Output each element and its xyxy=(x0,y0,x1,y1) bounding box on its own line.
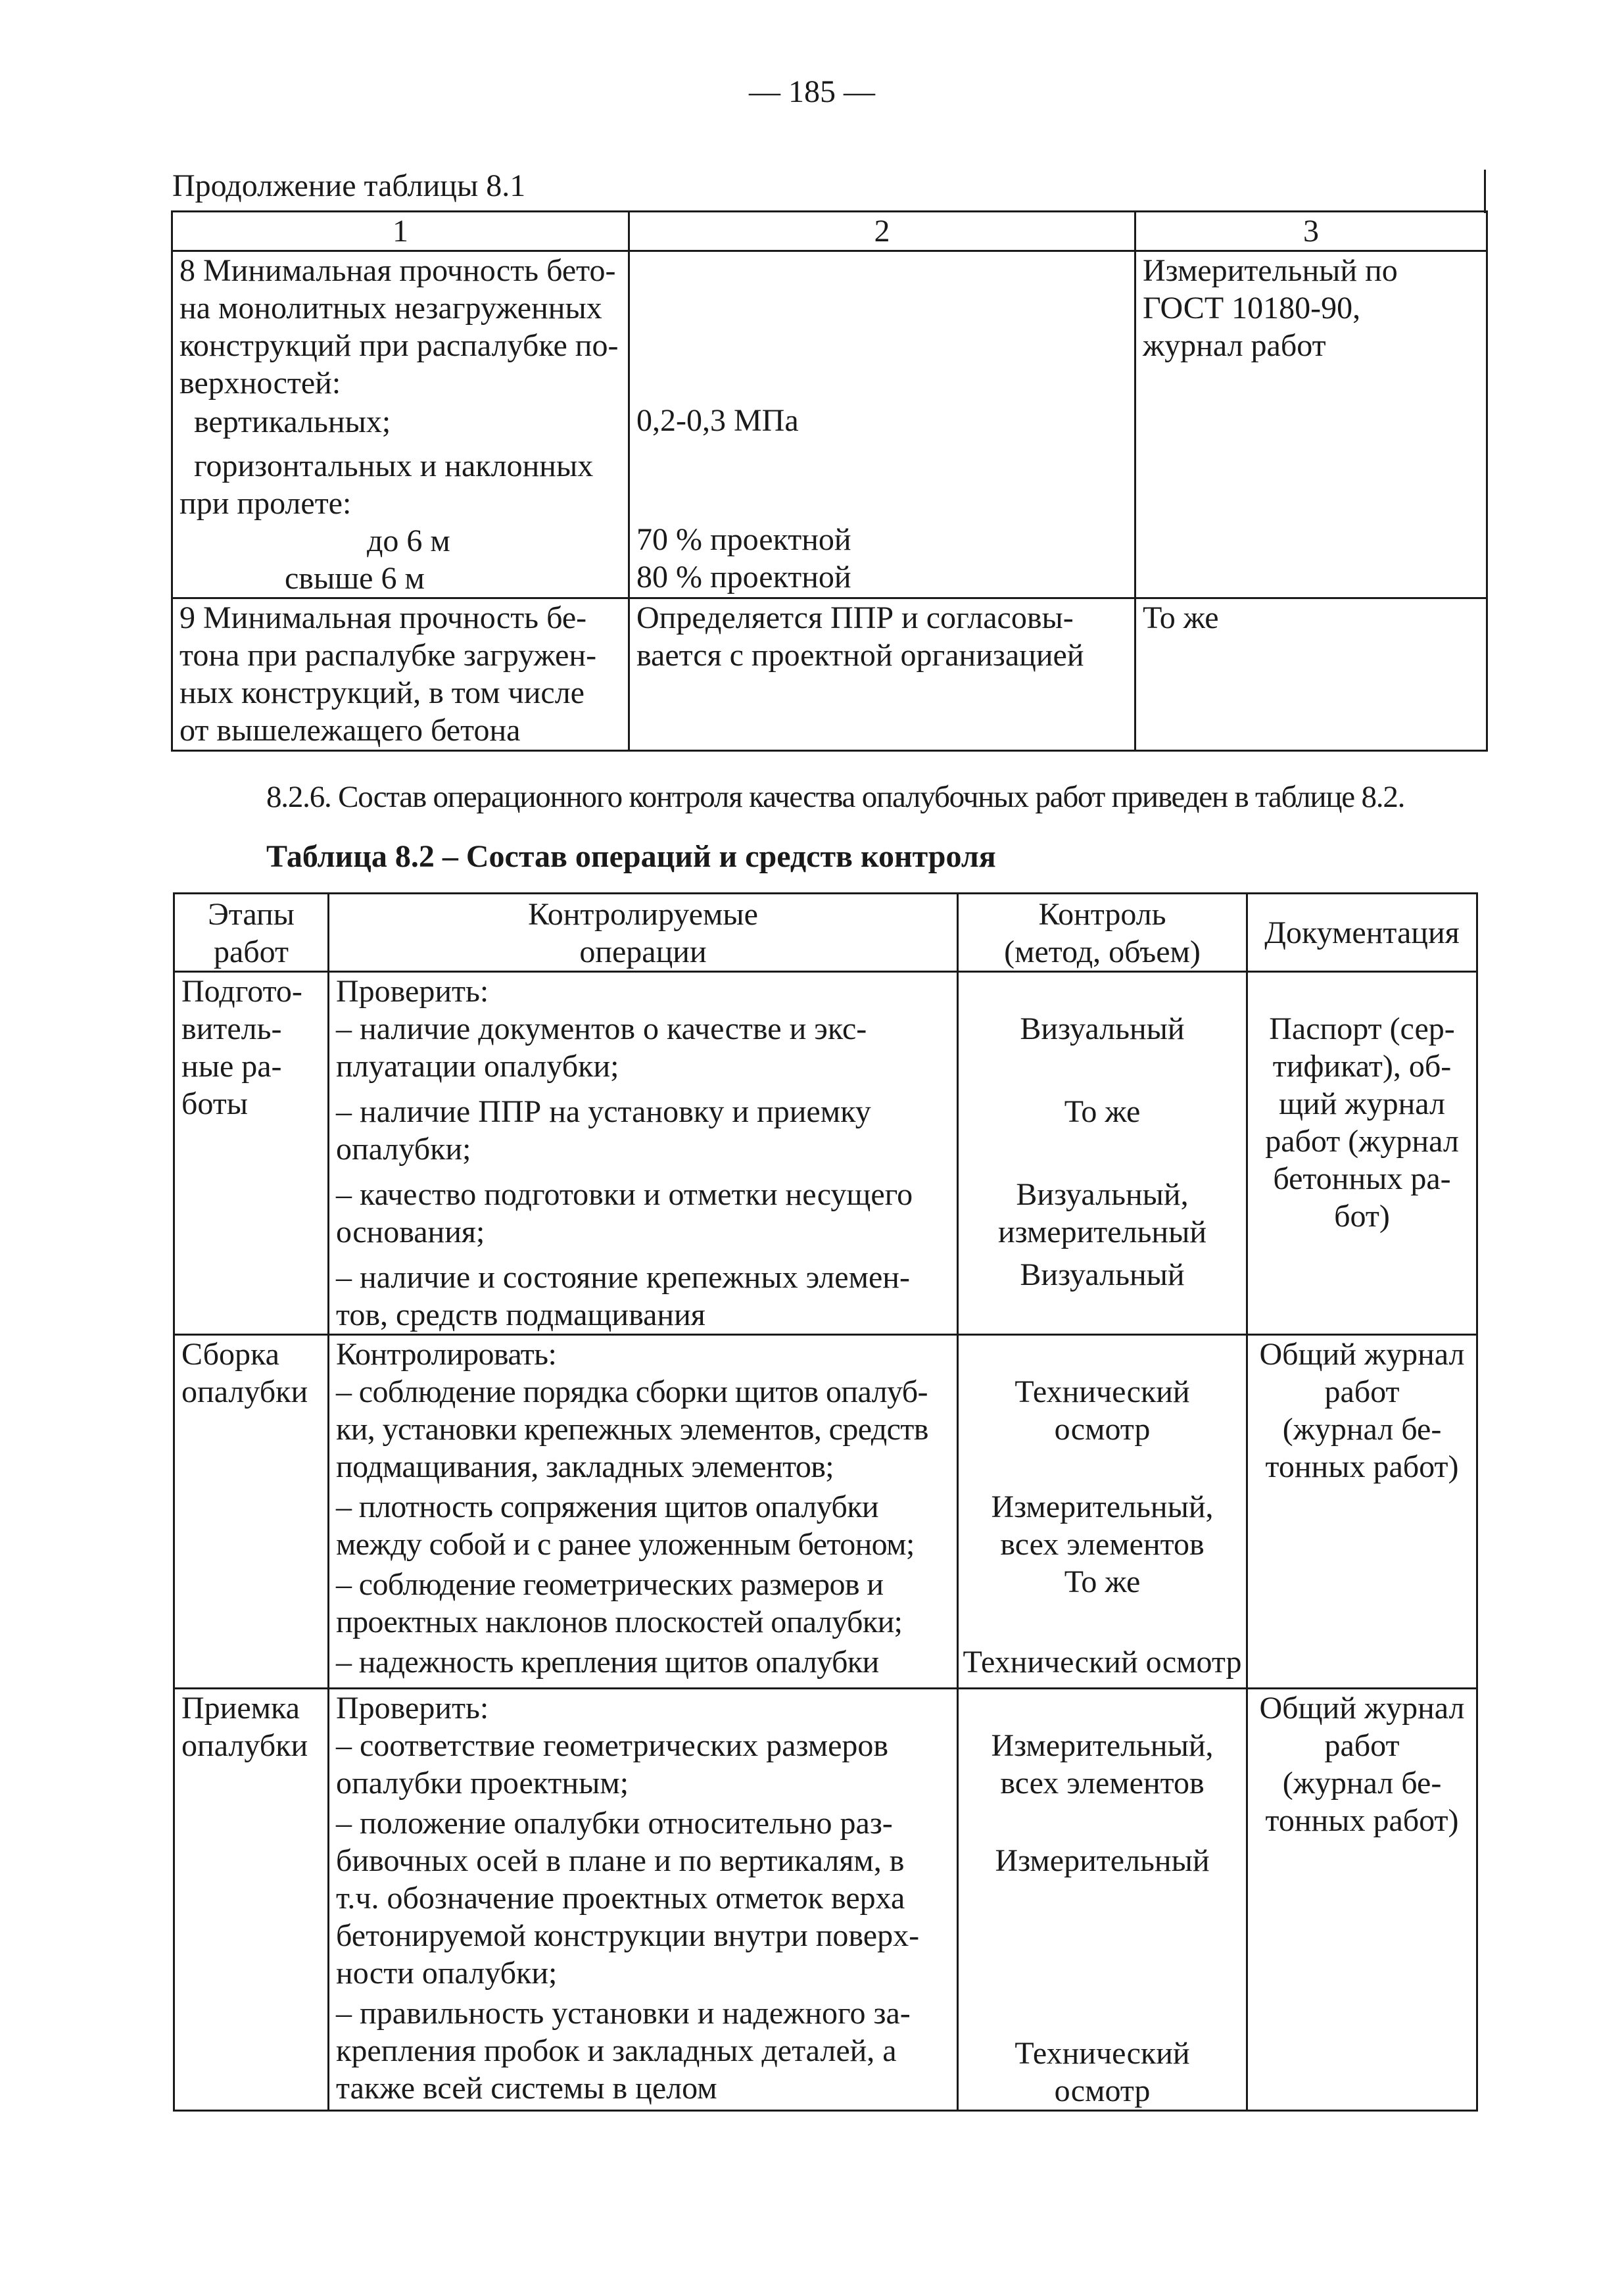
text-line: между собой и с ранее уложенным бетоном; xyxy=(336,1527,915,1562)
row9-parameter xyxy=(172,598,629,751)
text-line: вается с проектной организацией xyxy=(636,638,1084,673)
text-line: Технический xyxy=(1015,1374,1190,1409)
row8-value xyxy=(629,251,1135,598)
page-number: — 185 — xyxy=(749,74,875,109)
text-line: подмащивания, закладных элементов; xyxy=(336,1449,834,1484)
text-line: – качество подготовки и отметки несущего xyxy=(336,1177,913,1212)
text-line: Проверить: xyxy=(336,974,489,1009)
stage-cell xyxy=(174,972,329,1335)
header-cell-1: 1 xyxy=(172,212,629,251)
text-line: вертикальных; xyxy=(194,404,391,439)
text-line: основания; xyxy=(336,1215,485,1249)
text-line: 80 % проектной xyxy=(636,560,851,594)
table-header-row xyxy=(172,212,1487,251)
text-line: при пролете: xyxy=(179,486,352,521)
text-line: боты xyxy=(181,1086,249,1121)
text-line: на монолитных незагруженных xyxy=(179,291,602,326)
text-line: тификат), об- xyxy=(1272,1049,1452,1084)
text-line: То же xyxy=(1064,1094,1141,1129)
table-8-1-caption: Продолжение таблицы 8.1 xyxy=(172,168,526,203)
text-line: ных конструкций, в том числе xyxy=(179,675,585,710)
text-line: 0,2-0,3 МПа xyxy=(636,403,799,438)
text-line: Этапы xyxy=(208,897,295,932)
text-line: т.ч. обозначение проектных отметок верха xyxy=(336,1881,905,1916)
table-row xyxy=(174,1335,1477,1689)
table-row-9 xyxy=(172,598,1487,751)
text-line: свыше 6 м xyxy=(285,561,425,596)
caption-rule xyxy=(1484,170,1486,213)
text-line: всех элементов xyxy=(1000,1766,1205,1801)
paragraph-8-2-6: 8.2.6. Состав операционного контроля качества опалубочных работ приведен в таблице 8.2. xyxy=(266,780,1405,814)
text-line: Паспорт (сер- xyxy=(1269,1011,1455,1046)
text-line: операции xyxy=(579,934,707,969)
control-cell xyxy=(958,1689,1247,2111)
table-row-8 xyxy=(172,251,1487,598)
text-line: осмотр xyxy=(1054,2073,1151,2108)
text-line: Сборка xyxy=(181,1337,279,1372)
row9-value xyxy=(629,598,1135,751)
text-line: – наличие документов о качестве и экс- xyxy=(336,1011,867,1046)
text-line: Контролируемые xyxy=(528,897,758,932)
text-line: конструкций при распалубке по- xyxy=(179,328,619,363)
text-line: работ xyxy=(1324,1728,1400,1763)
text-line: 9 Минимальная прочность бе- xyxy=(179,600,587,635)
row8-parameter xyxy=(172,251,629,598)
text-line: тонных работ) xyxy=(1265,1803,1459,1838)
text-line: Определяется ППР и согласовы- xyxy=(636,600,1074,635)
text-line: также всей системы в целом xyxy=(336,2071,717,2106)
text-line: Технический осмотр xyxy=(963,1645,1242,1680)
header-operations xyxy=(329,894,958,972)
header-documentation: Документация xyxy=(1247,894,1477,972)
text-line: – наличие и состояние крепежных элемен- xyxy=(336,1260,910,1295)
text-line: ные ра- xyxy=(181,1049,282,1084)
text-line: Визуальный, xyxy=(1016,1177,1189,1212)
control-cell xyxy=(958,972,1247,1335)
text-line: Контролировать: xyxy=(336,1337,557,1372)
text-line: ГОСТ 10180-90, xyxy=(1143,291,1361,326)
text-line: Проверить: xyxy=(336,1691,489,1726)
table-8-1 xyxy=(171,210,1488,752)
text-line: щий журнал xyxy=(1279,1086,1445,1121)
text-line: Общий журнал xyxy=(1259,1691,1465,1726)
text-line: плуатации опалубки; xyxy=(336,1049,619,1084)
text-line: бот) xyxy=(1334,1199,1390,1234)
text-line: бетонных ра- xyxy=(1273,1161,1451,1196)
text-line: опалубки xyxy=(181,1374,308,1409)
text-line: работ xyxy=(1324,1374,1400,1409)
text-line: от вышележащего бетона xyxy=(179,713,521,748)
text-line: витель- xyxy=(181,1011,282,1046)
table-8-2-title: Таблица 8.2 – Состав операций и средств контроля xyxy=(266,839,996,874)
text-line: Подгото- xyxy=(181,974,302,1009)
text-line: крепления пробок и закладных деталей, а xyxy=(336,2033,897,2068)
text-line: (журнал бе- xyxy=(1282,1766,1442,1801)
operations-cell xyxy=(329,972,958,1335)
text-line: Визуальный xyxy=(1020,1011,1185,1046)
text-line: Измерительный, xyxy=(991,1728,1214,1763)
text-line: тонных работ) xyxy=(1265,1449,1459,1484)
header-control xyxy=(958,894,1247,972)
text-line: Контроль xyxy=(1038,897,1166,932)
text-line: Технический xyxy=(1015,2036,1190,2071)
text-line: опалубки проектным; xyxy=(336,1766,629,1801)
header-cell-2: 2 xyxy=(629,212,1135,251)
text-line: – соблюдение геометрических размеров и xyxy=(336,1567,884,1602)
text-line: – надежность крепления щитов опалубки xyxy=(336,1645,879,1680)
text-line: То же xyxy=(1064,1564,1141,1599)
text-line: (метод, объем) xyxy=(1004,934,1201,969)
table-header-row xyxy=(174,894,1477,972)
text-line: Визуальный xyxy=(1020,1257,1185,1292)
text-line: опалубки xyxy=(181,1728,308,1763)
text-line: – соответствие геометрических размеров xyxy=(336,1728,889,1763)
text-line: ки, установки крепежных элементов, средств xyxy=(336,1412,928,1447)
text-line: – наличие ППР на установку и приемку xyxy=(336,1094,871,1129)
text-line: Измерительный по xyxy=(1143,253,1398,288)
header-cell-3: 3 xyxy=(1135,212,1487,251)
operations-cell xyxy=(329,1689,958,2111)
text-line: опалубки; xyxy=(336,1132,471,1167)
text-line: журнал работ xyxy=(1143,328,1326,363)
operations-cell xyxy=(329,1335,958,1689)
text-line: проектных наклонов плоскостей опалубки; xyxy=(336,1605,903,1639)
row9-method: То же xyxy=(1135,598,1487,751)
text-line: – правильность установки и надежного за- xyxy=(336,1996,911,2031)
text-line: – соблюдение порядка сборки щитов опалуб- xyxy=(336,1374,928,1409)
text-line: всех элементов xyxy=(1000,1527,1205,1562)
text-line: ности опалубки; xyxy=(336,1956,558,1991)
text-line: (журнал бе- xyxy=(1282,1412,1442,1447)
text-line: 70 % проектной xyxy=(636,522,851,557)
text-line: 8 Минимальная прочность бето- xyxy=(179,253,616,288)
text-line: бивочных осей в плане и по вертикалям, в xyxy=(336,1843,905,1878)
text-line: Измерительный, xyxy=(991,1489,1214,1524)
text-line: работ xyxy=(213,934,289,969)
text-line: бетонируемой конструкции внутри поверх- xyxy=(336,1918,920,1953)
documentation-cell xyxy=(1247,972,1477,1335)
text-line: работ (журнал xyxy=(1265,1124,1459,1159)
header-stage xyxy=(174,894,329,972)
text-line: горизонтальных и наклонных xyxy=(194,448,594,483)
text-line: – положение опалубки относительно раз- xyxy=(336,1806,893,1841)
table-row xyxy=(174,972,1477,1335)
text-line: осмотр xyxy=(1054,1412,1151,1447)
text-line: до 6 м xyxy=(367,523,450,558)
stage-cell xyxy=(174,1689,329,2111)
text-line: Общий журнал xyxy=(1259,1337,1465,1372)
control-cell xyxy=(958,1335,1247,1689)
text-line: тона при распалубке загружен- xyxy=(179,638,597,673)
text-line: Приемка xyxy=(181,1691,300,1726)
text-line: тов, средств подмащивания xyxy=(336,1297,705,1332)
row8-method xyxy=(1135,251,1487,598)
stage-cell xyxy=(174,1335,329,1689)
documentation-cell xyxy=(1247,1335,1477,1689)
table-8-2 xyxy=(173,892,1478,2112)
text-line: Измерительный xyxy=(995,1843,1210,1878)
documentation-cell xyxy=(1247,1689,1477,2111)
table-row xyxy=(174,1689,1477,2111)
text-line: верхностей: xyxy=(179,366,341,400)
text-line: измерительный xyxy=(997,1215,1207,1249)
text-line: – плотность сопряжения щитов опалубки xyxy=(336,1489,879,1524)
